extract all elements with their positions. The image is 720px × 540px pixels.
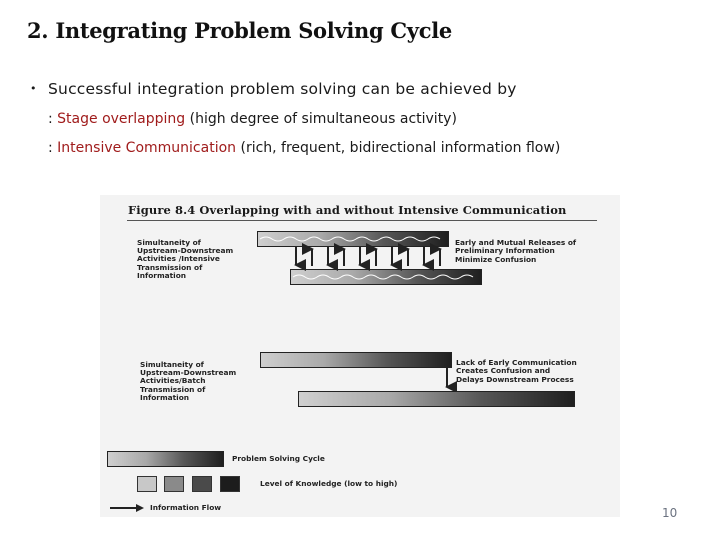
slide-title: 2. Integrating Problem Solving Cycle — [27, 18, 452, 43]
sub-description: (rich, frequent, bidirectional information flow) — [236, 140, 561, 156]
note-lack-of-communication: Lack of Early Communication Creates Confusion and Delays Downstream Process — [456, 358, 577, 384]
knowledge-swatch-4 — [220, 476, 240, 492]
sub-item-stage-overlapping — [48, 111, 457, 127]
legend-cycle-bar — [107, 451, 224, 467]
figure-title: Figure 8.4 Overlapping with and without Intensive Communication — [128, 203, 567, 217]
legend-flow-label: Information Flow — [150, 503, 222, 512]
highlight-intensive-communication: Intensive Communication — [57, 140, 237, 156]
legend-cycle-label: Problem Solving Cycle — [232, 454, 325, 463]
legend-knowledge-label: Level of Knowledge (low to high) — [260, 479, 398, 488]
sub-prefix: : — [48, 140, 58, 156]
highlight-stage-overlapping: Stage overlapping — [57, 111, 186, 127]
wave-downstream-top — [293, 275, 473, 279]
knowledge-swatch-3 — [192, 476, 212, 492]
bullet-text: Successful integration problem solving can be achieved by — [48, 80, 517, 98]
knowledge-swatch-1 — [137, 476, 157, 492]
upstream-bar-bottom — [260, 352, 452, 368]
bullet-dot-icon: • — [30, 82, 37, 95]
bidirectional-arrows — [296, 247, 440, 266]
sub-prefix: : — [48, 111, 58, 127]
label-intensive-transmission: Simultaneity of Upstream-Downstream Activities /Intensive Transmission of Information — [137, 238, 234, 280]
sub-description: (high degree of simultaneous activity) — [185, 111, 457, 127]
knowledge-swatch-2 — [164, 476, 184, 492]
figure-overlapping-communication — [100, 195, 620, 517]
wave-upstream-top — [260, 237, 440, 241]
label-batch-transmission: Simultaneity of Upstream-Downstream Activities/Batch Transmission of Information — [140, 360, 237, 402]
note-early-release: Early and Mutual Releases of Preliminary Information Minimize Confusion — [455, 238, 577, 264]
legend-arrowhead — [136, 504, 144, 512]
bullet-item — [30, 80, 517, 98]
sub-item-intensive-communication — [48, 140, 560, 156]
page-number: 10 — [662, 506, 678, 520]
downstream-bar-bottom — [298, 391, 575, 407]
